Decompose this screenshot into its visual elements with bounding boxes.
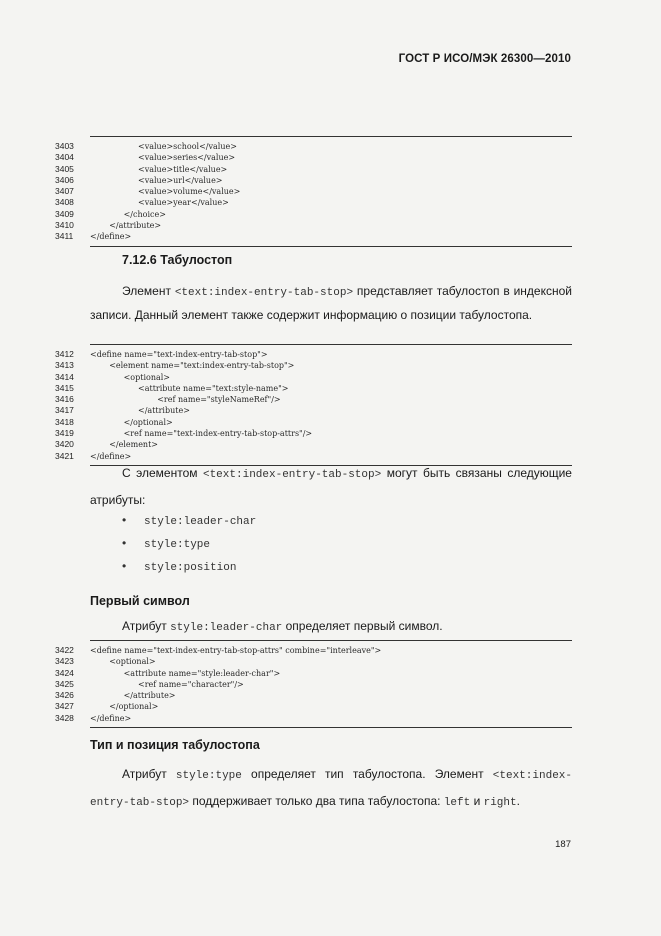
code-line	[55, 186, 572, 197]
line-number: 3420	[55, 439, 74, 450]
line-number: 3410	[55, 220, 74, 231]
code-text: </element>	[109, 440, 159, 450]
inline-code: style:type	[175, 770, 242, 782]
code-line	[55, 712, 572, 724]
code-text: <attribute name="style:leader-char">	[123, 668, 281, 678]
code-line	[55, 382, 572, 394]
code-text: <value>year</value>	[138, 198, 229, 208]
code-listing-3	[55, 640, 572, 728]
subheading-leader-char: Первый символ	[90, 594, 190, 608]
code-line	[55, 349, 572, 360]
inline-code: right	[483, 797, 517, 809]
line-number: 3415	[55, 382, 74, 393]
code-text: <ref name="text-index-entry-tab-stop-attrs"/>	[123, 429, 313, 439]
line-number: 3424	[55, 667, 74, 678]
inline-code: <text:index-entry-tab-stop>	[90, 770, 572, 809]
code-line	[55, 152, 572, 163]
line-number: 3408	[55, 197, 74, 208]
para-text: Атрибут	[122, 619, 171, 633]
code-text: <define name="text-index-entry-tab-stop">	[90, 350, 268, 359]
line-number: 3405	[55, 163, 74, 174]
code-text: <element name="text:index-entry-tab-stop">	[109, 361, 295, 371]
code-text: </optional>	[109, 702, 159, 712]
code-text: <define name="text-index-entry-tab-stop-attrs" combine="interleave">	[90, 646, 382, 655]
attribute-list	[122, 509, 256, 578]
code-line	[55, 360, 572, 371]
inline-code: <text:index-entry-tab-stop>	[174, 287, 354, 299]
code-line	[55, 405, 572, 416]
line-number: 3416	[55, 394, 74, 405]
code-line	[55, 220, 572, 231]
list-item-text: style:type	[144, 539, 211, 551]
line-number: 3422	[55, 645, 74, 655]
code-text: <value>title</value>	[138, 164, 228, 174]
code-text: </define>	[90, 451, 132, 461]
code-line	[55, 439, 572, 450]
para-text: определяет тип табулостопа. Элемент	[241, 767, 493, 781]
list-item	[122, 555, 256, 578]
line-number: 3423	[55, 656, 74, 667]
paragraph-type	[90, 762, 572, 816]
list-item	[122, 509, 256, 532]
code-text: </attribute>	[123, 691, 176, 701]
code-text: </optional>	[123, 417, 173, 427]
para-text: могут быть связаны следующие атрибуты:	[90, 466, 572, 507]
code-line	[55, 174, 572, 186]
code-text: <value>volume</value>	[138, 187, 241, 197]
para-text: и	[470, 794, 484, 808]
code-text: <ref name="character"/>	[138, 679, 244, 689]
line-number: 3426	[55, 690, 74, 701]
code-text: <attribute name="text:style-name">	[138, 383, 289, 393]
code-text: </define>	[90, 232, 132, 242]
line-number: 3407	[55, 186, 74, 197]
code-line	[55, 371, 572, 383]
line-number: 3425	[55, 678, 74, 689]
inline-code: left	[443, 797, 471, 809]
code-text: <optional>	[123, 372, 171, 382]
line-number: 3404	[55, 152, 74, 163]
para-text: представляет табулостоп в индексной записи. Данный элемент также содержит информацию о позиции табулостопа.	[90, 284, 572, 322]
bullet-marker: •	[122, 536, 127, 550]
list-item	[122, 532, 256, 555]
line-number: 3409	[55, 208, 74, 219]
paragraph-attributes	[90, 461, 572, 513]
inline-code: <text:index-entry-tab-stop>	[202, 469, 382, 481]
code-text: <value>series</value>	[138, 153, 236, 163]
code-line	[55, 701, 572, 712]
code-text: </define>	[90, 713, 132, 723]
line-number: 3419	[55, 428, 74, 439]
code-line	[55, 197, 572, 208]
code-line	[55, 690, 572, 701]
para-text: поддерживает только два типа табулостопа:	[189, 794, 444, 808]
line-number: 3403	[55, 141, 74, 151]
paragraph-leader-char	[90, 615, 572, 639]
list-item-text: style:leader-char	[144, 516, 257, 528]
code-text: <value>url</value>	[138, 175, 223, 185]
para-text: Атрибут	[122, 767, 176, 781]
line-number: 3413	[55, 360, 74, 371]
para-text: С элементом	[122, 466, 203, 480]
code-line	[55, 678, 572, 690]
code-line	[55, 645, 572, 656]
bullet-marker: •	[122, 559, 127, 573]
line-number: 3414	[55, 371, 74, 382]
line-number: 3417	[55, 405, 74, 416]
code-text: <value>school</value>	[138, 142, 237, 151]
page-number: 187	[555, 839, 571, 850]
line-number: 3411	[55, 231, 74, 242]
code-text: </attribute>	[138, 406, 190, 416]
section-heading: 7.12.6 Табулостоп	[122, 253, 233, 267]
code-line	[55, 231, 572, 242]
code-line	[55, 394, 572, 405]
code-text: <optional>	[109, 657, 156, 667]
code-text: </choice>	[123, 209, 166, 219]
code-listing-1	[55, 136, 572, 247]
code-listing-2	[55, 344, 572, 466]
code-line	[55, 428, 572, 439]
code-line	[55, 656, 572, 667]
paragraph-intro	[90, 280, 572, 326]
line-number: 3428	[55, 712, 74, 723]
para-text: определяет первый символ.	[282, 619, 443, 633]
list-item-text: style:position	[144, 562, 237, 574]
line-number: 3406	[55, 174, 74, 185]
subheading-type-position: Тип и позиция табулостопа	[90, 738, 260, 752]
code-line	[55, 208, 572, 220]
line-number: 3418	[55, 416, 74, 427]
para-text: Элемент	[122, 284, 175, 298]
line-number: 3412	[55, 349, 74, 359]
line-number: 3427	[55, 701, 74, 712]
code-line	[55, 416, 572, 428]
line-number: 3421	[55, 450, 74, 461]
inline-code: style:leader-char	[170, 622, 283, 634]
code-line	[55, 141, 572, 152]
code-text: <ref name="styleNameRef"/>	[157, 395, 281, 405]
code-line	[55, 667, 572, 679]
page-header: ГОСТ Р ИСО/МЭК 26300—2010	[398, 53, 571, 65]
bullet-marker: •	[122, 513, 127, 527]
para-text: .	[516, 794, 520, 808]
code-text: </attribute>	[109, 221, 162, 231]
code-line	[55, 163, 572, 175]
